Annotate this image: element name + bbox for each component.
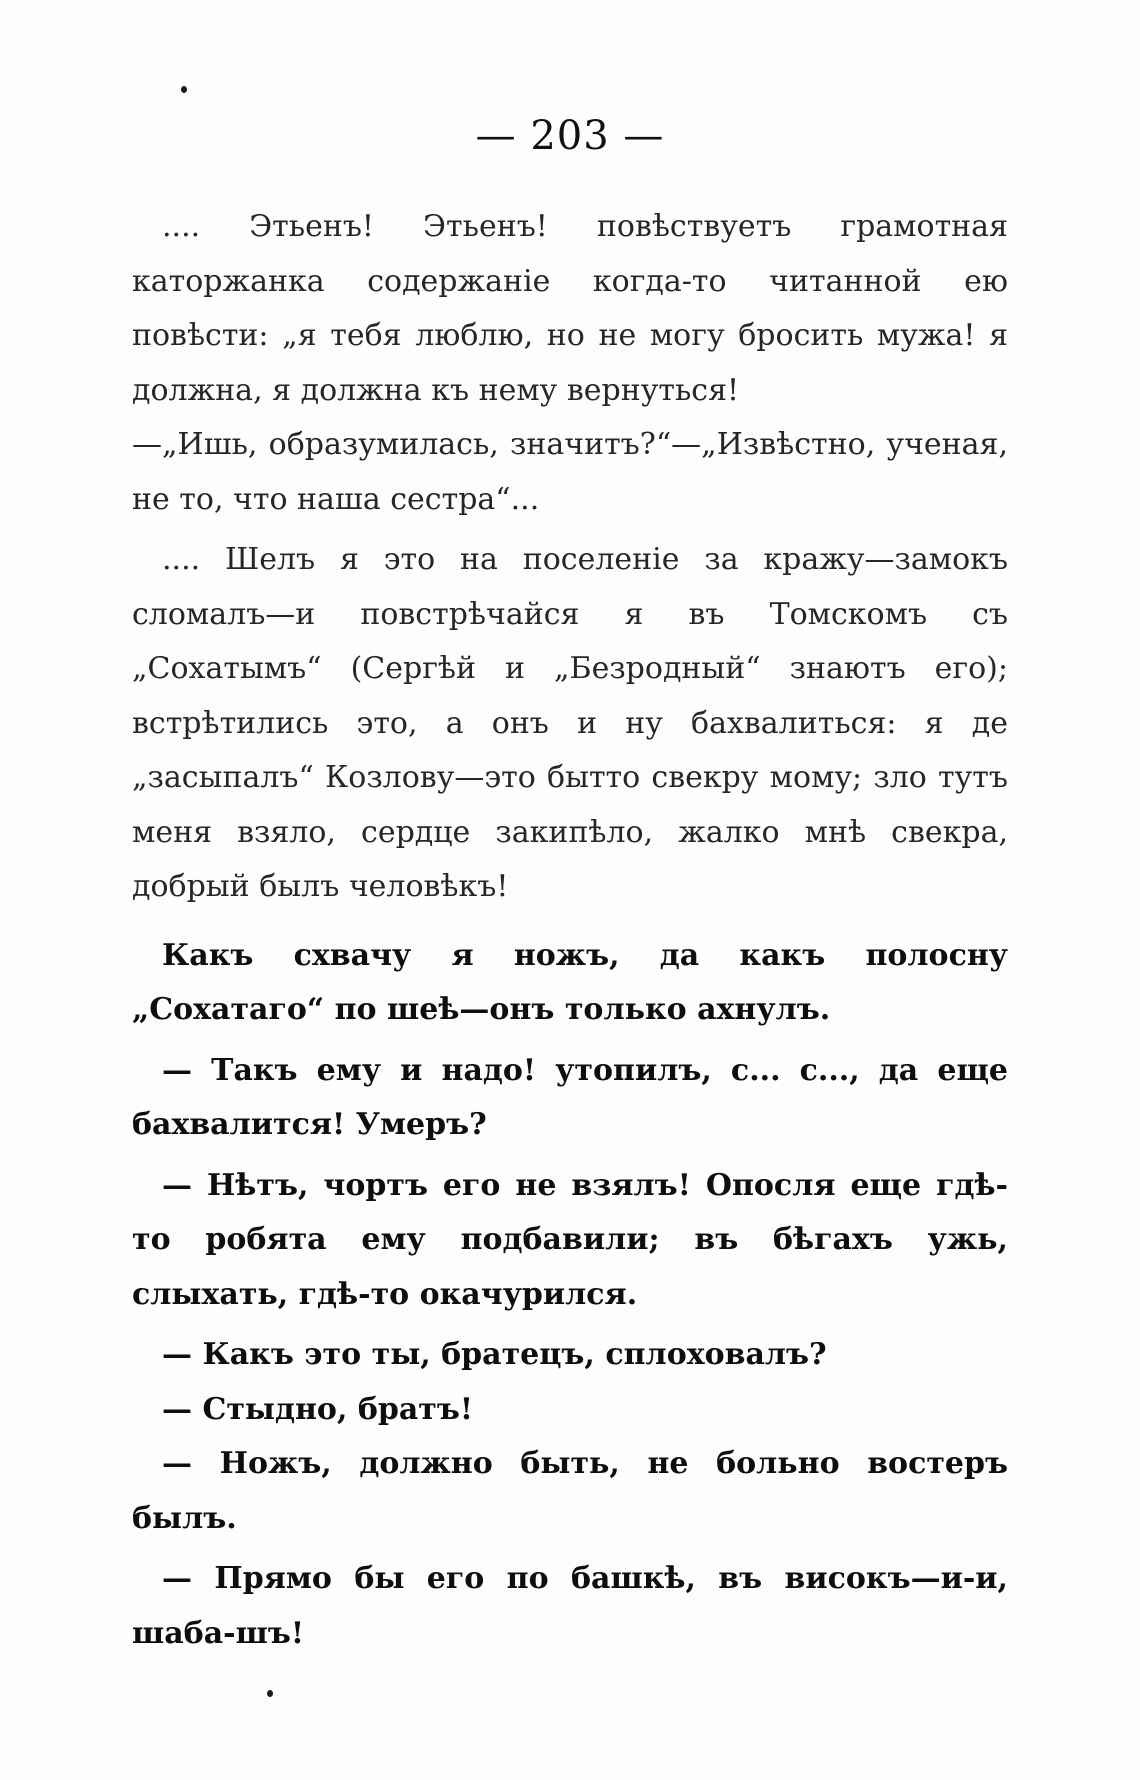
ink-speck xyxy=(267,1690,273,1697)
dialogue-line: — Такъ ему и надо! утопилъ, с... с..., да еще бахвалится! Умеръ? xyxy=(132,1052,1008,1142)
dialogue-line: — Нѣтъ, чортъ его не взялъ! Опосля еще гдѣ-то робята ему подбавили; въ бѣгахъ ужь, слыхать, гдѣ-то окачурился. xyxy=(132,1167,1008,1312)
dialogue-line: — Ножъ, должно быть, не больно востеръ былъ. xyxy=(132,1446,1008,1536)
dialogue-line: — Стыдно, братъ! xyxy=(162,1391,474,1427)
paragraph: Какъ схвачу я ножъ, да какъ полосну „Сохатаго“ по шеѣ—онъ только ахнулъ. xyxy=(132,937,1008,1027)
page-text xyxy=(132,200,1008,1661)
paragraph: .... Этьенъ! Этьенъ! повѣствуетъ грамотная каторжанка содержаніе когда-то читанной ею повѣсти: „я тебя люблю, но не могу бросить мужа! я должна, я должна къ нему вернуться! xyxy=(132,209,1008,408)
paragraph: .... Шелъ я это на поселеніе за кражу—замокъ сломалъ—и повстрѣчайся я въ Томскомъ съ „Сохатымъ“ (Сергѣй и „Безродный“ знаютъ его); встрѣтились это, а онъ и ну бахвалиться: я де „засыпалъ“ Козлову—это бытто свекру мому; зло тутъ меня взяло, сердце закипѣло, жалко мнѣ свекра, добрый былъ человѣкъ! xyxy=(132,542,1008,904)
ink-speck xyxy=(181,86,187,93)
paragraph: —„Ишь, образумилась, значитъ?“—„Извѣстно, ученая, не то, что наша сестра“... xyxy=(132,427,1008,517)
page-number: — 203 — xyxy=(475,113,665,159)
dialogue-line: — Какъ это ты, братецъ, сплоховалъ? xyxy=(162,1337,827,1372)
dialogue-line: — Прямо бы его по башкѣ, въ високъ—и-и, шаба-шъ! xyxy=(132,1561,1008,1651)
